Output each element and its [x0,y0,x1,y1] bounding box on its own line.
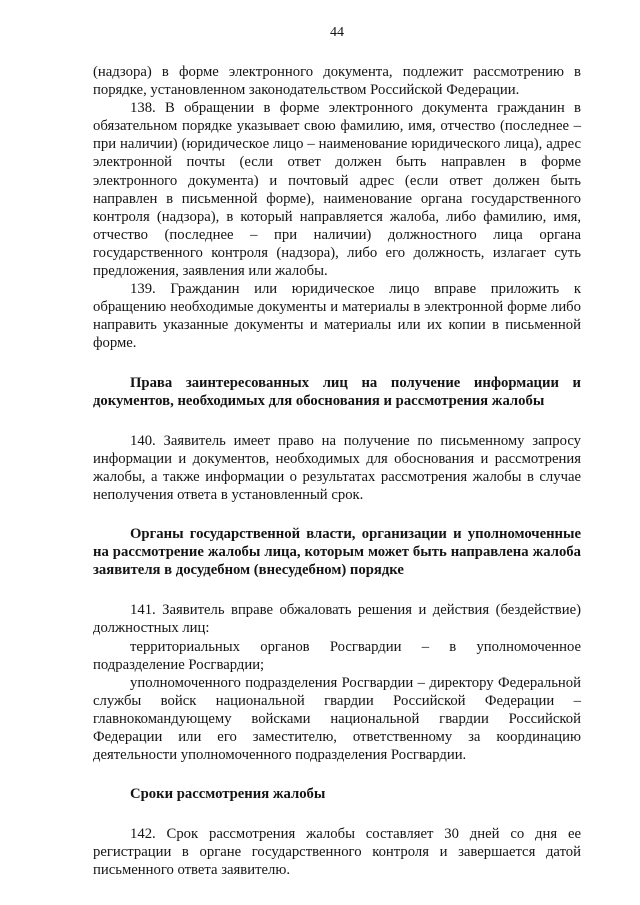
paragraph-141: 141. Заявитель вправе обжаловать решения и действия (бездействие) должностных лиц: [93,602,581,637]
paragraph-139: 139. Гражданин или юридическое лицо вправе приложить к обращению необходимые документы и материалы в электронной форме либо направить указанные документы и материалы или их копии в письменной форме. [93,281,581,352]
section-heading-rights: Права заинтересованных лиц на получение информации и документов, необходимых для обоснования и рассмотрения жалобы [93,374,581,409]
paragraph-continuation: (надзора) в форме электронного документа, подлежит рассмотрению в порядке, установленном законодательством Российской Федерации. [93,64,581,99]
paragraph-141-authorized: уполномоченного подразделения Росгвардии – директору Федеральной службы войск национальной гвардии Российской Федерации – главнокомандующему войсками национальной гвардии Российской Федерации или его заместителю, ответственному за координацию деятельности уполномоченного подразделения Росгвардии. [93,674,581,764]
page-number: 44 [330,25,344,40]
section-heading-terms: Сроки рассмотрения жалобы [130,786,326,803]
paragraph-140: 140. Заявитель имеет право на получение по письменному запросу информации и документов, необходимых для обоснования и рассмотрения жалобы, а также информации о результатах рассмотрения жалобы в случае неполучения ответа в установленный срок. [93,432,581,503]
document-page [93,24,581,880]
paragraph-142: 142. Срок рассмотрения жалобы составляет 30 дней со дня ее регистрации в органе государственного контроля и завершается датой письменного ответа заявителю. [93,826,581,879]
section-heading-authorities: Органы государственной власти, организации и уполномоченные на рассмотрение жалобы лица, которым может быть направлена жалоба заявителя в досудебном (внесудебном) порядке [93,526,581,579]
paragraph-138: 138. В обращении в форме электронного документа гражданин в обязательном порядке указывает свою фамилию, имя, отчество (последнее – при наличии) (юридическое лицо – наименование юридического лица), адрес электронной почты (если ответ должен быть направлен в форме электронного документа) и почтовый адрес (если ответ должен быть направлен в письменной форме), наименование органа государственного контроля (надзора), в который направляется жалоба, либо фамилию, имя, отчество (последнее – при наличии) должностного лица органа государственного контроля (надзора), либо его должность, излагает суть предложения, заявления или жалобы. [93,100,581,280]
paragraph-141-territorial: территориальных органов Росгвардии – в уполномоченное подразделение Росгвардии; [93,638,581,673]
